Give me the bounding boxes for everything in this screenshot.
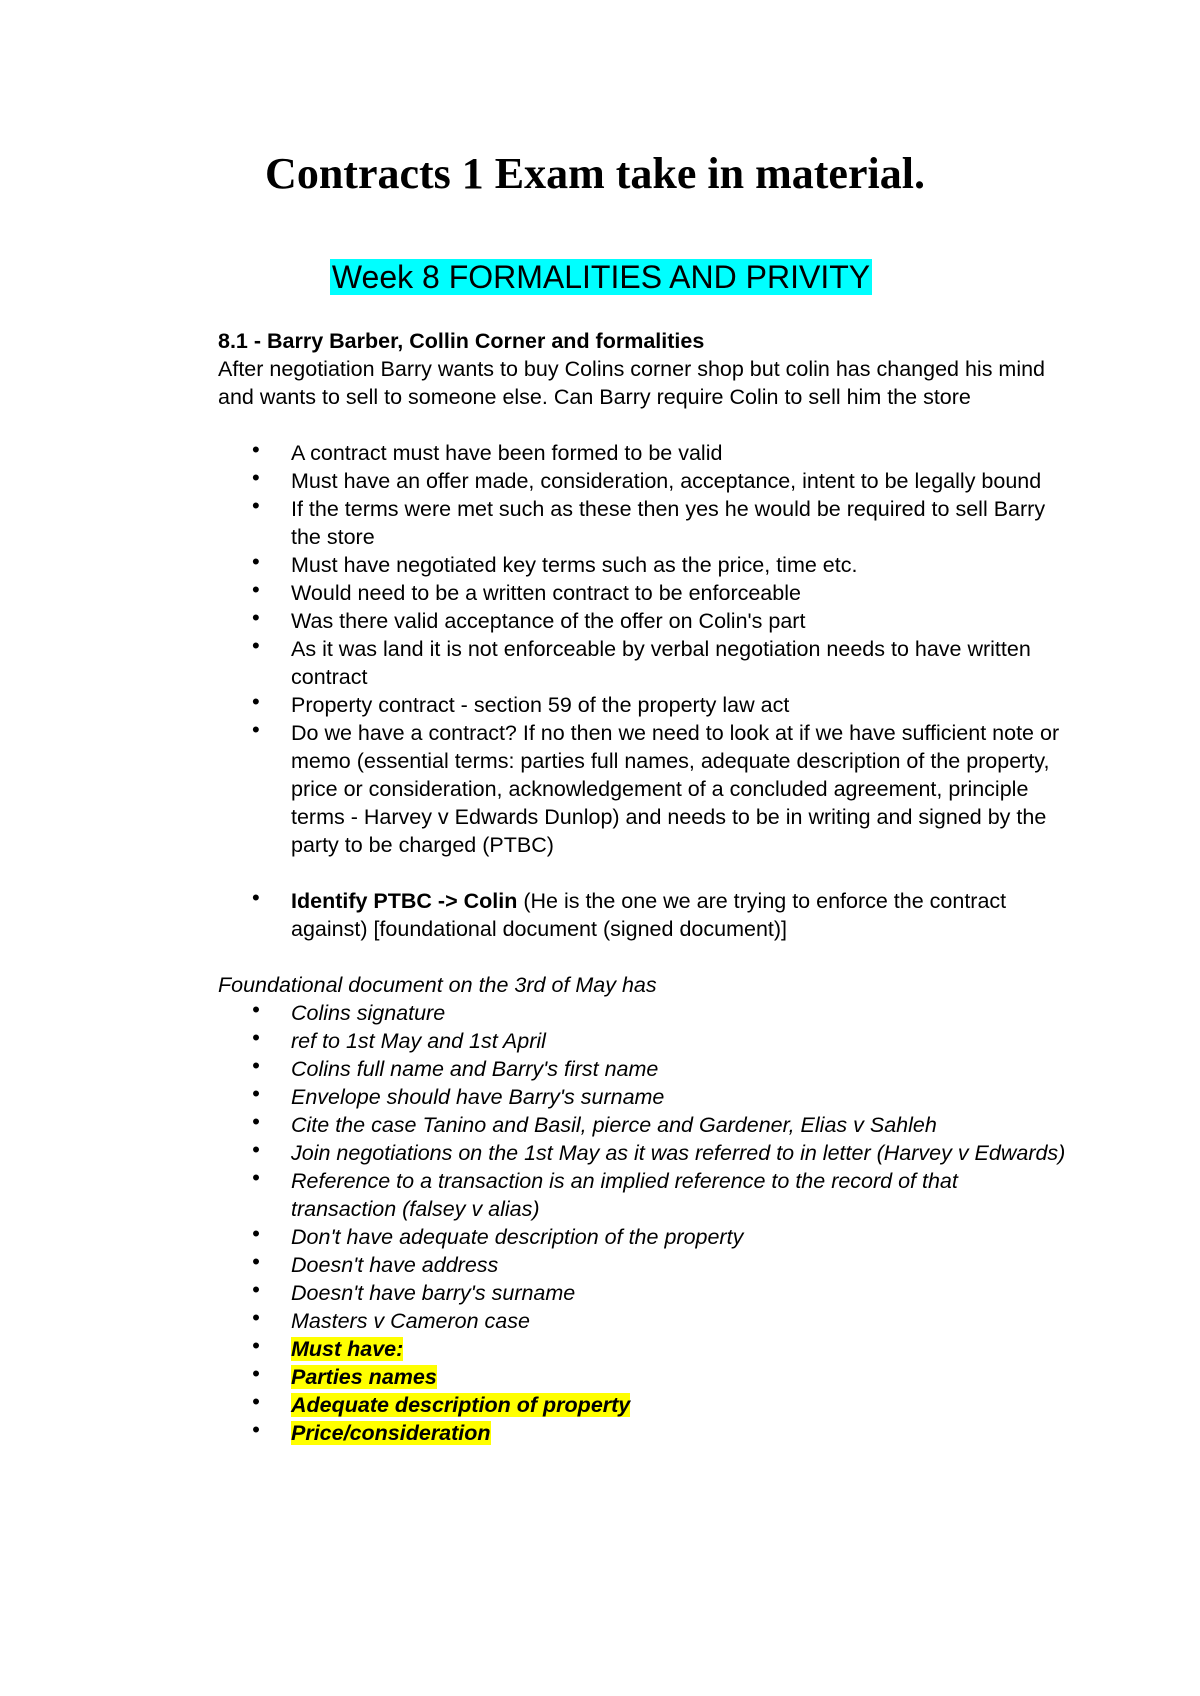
week-heading-highlight: Week 8 FORMALITIES AND PRIVITY <box>331 259 871 295</box>
spacer <box>218 859 1068 887</box>
ptbc-list <box>218 887 1068 943</box>
document-body <box>218 327 1068 1447</box>
document-title-text: Contracts 1 Exam take in material. <box>265 149 925 198</box>
highlighted-text: Must have: <box>291 1337 404 1361</box>
list-item: • Was there valid acceptance of the offer on Colin's part <box>218 607 1068 635</box>
list-item: • Colins signature <box>218 999 1068 1027</box>
list-item: • Must have an offer made, consideration, acceptance, intent to be legally bound <box>218 467 1068 495</box>
foundational-heading: Foundational document on the 3rd of May has <box>218 973 657 997</box>
list-item: • Must have negotiated key terms such as the price, time etc. <box>218 551 1068 579</box>
highlighted-item <box>218 1363 1068 1391</box>
list-item: • Would need to be a written contract to be enforceable <box>218 579 1068 607</box>
list-item: • Masters v Cameron case <box>218 1307 1068 1335</box>
ptbc-label: Identify PTBC -> Colin <box>291 889 518 913</box>
list-item: • Colins full name and Barry's first name <box>218 1055 1068 1083</box>
list-item: • Property contract - section 59 of the property law act <box>218 691 1068 719</box>
highlighted-text: Adequate description of property <box>291 1393 631 1417</box>
document-title <box>0 148 1200 200</box>
list-item: • As it was land it is not enforceable by verbal negotiation needs to have written contract <box>218 635 1068 691</box>
list-item: • Don't have adequate description of the property <box>218 1223 1068 1251</box>
week-heading <box>0 257 1200 297</box>
foundational-list <box>218 999 1068 1447</box>
requirements-list <box>218 439 1068 859</box>
section-intro: After negotiation Barry wants to buy Colins corner shop but colin has changed his mind and wants to sell to someone else. Can Barry require Colin to sell him the store <box>218 357 1046 409</box>
list-item: • A contract must have been formed to be valid <box>218 439 1068 467</box>
list-item: • ref to 1st May and 1st April <box>218 1027 1068 1055</box>
list-item: • Join negotiations on the 1st May as it was referred to in letter (Harvey v Edwards) <box>218 1139 1068 1167</box>
list-item: • Envelope should have Barry's surname <box>218 1083 1068 1111</box>
highlighted-text: Parties names <box>291 1365 437 1389</box>
spacer <box>218 943 1068 971</box>
section-title: 8.1 - Barry Barber, Collin Corner and formalities <box>218 329 705 353</box>
highlighted-text: Price/consideration <box>291 1421 491 1445</box>
highlighted-item <box>218 1419 1068 1447</box>
ptbc-item <box>218 887 1068 943</box>
list-item: • Reference to a transaction is an implied reference to the record of that transaction (falsey v alias) <box>218 1167 1068 1223</box>
list-item: • Doesn't have address <box>218 1251 1068 1279</box>
list-item: • Cite the case Tanino and Basil, pierce and Gardener, Elias v Sahleh <box>218 1111 1068 1139</box>
highlighted-item <box>218 1335 1068 1363</box>
foundational-block <box>218 971 1068 1447</box>
highlighted-item <box>218 1391 1068 1419</box>
list-item: • If the terms were met such as these then yes he would be required to sell Barry the store <box>218 495 1068 551</box>
ptbc-detail: (He is the one we are trying to enforce the contract against) [foundational document (signed document)] <box>291 889 1007 941</box>
list-item: • Do we have a contract? If no then we need to look at if we have sufficient note or memo (essential terms: parties full names, adequate description of the property, price or consideration, acknowledgement of a concluded agreement, principle terms - Harvey v Edwards Dunlop) and needs to be in writing and signed by the party to be charged (PTBC) <box>218 719 1068 859</box>
list-item: • Doesn't have barry's surname <box>218 1279 1068 1307</box>
